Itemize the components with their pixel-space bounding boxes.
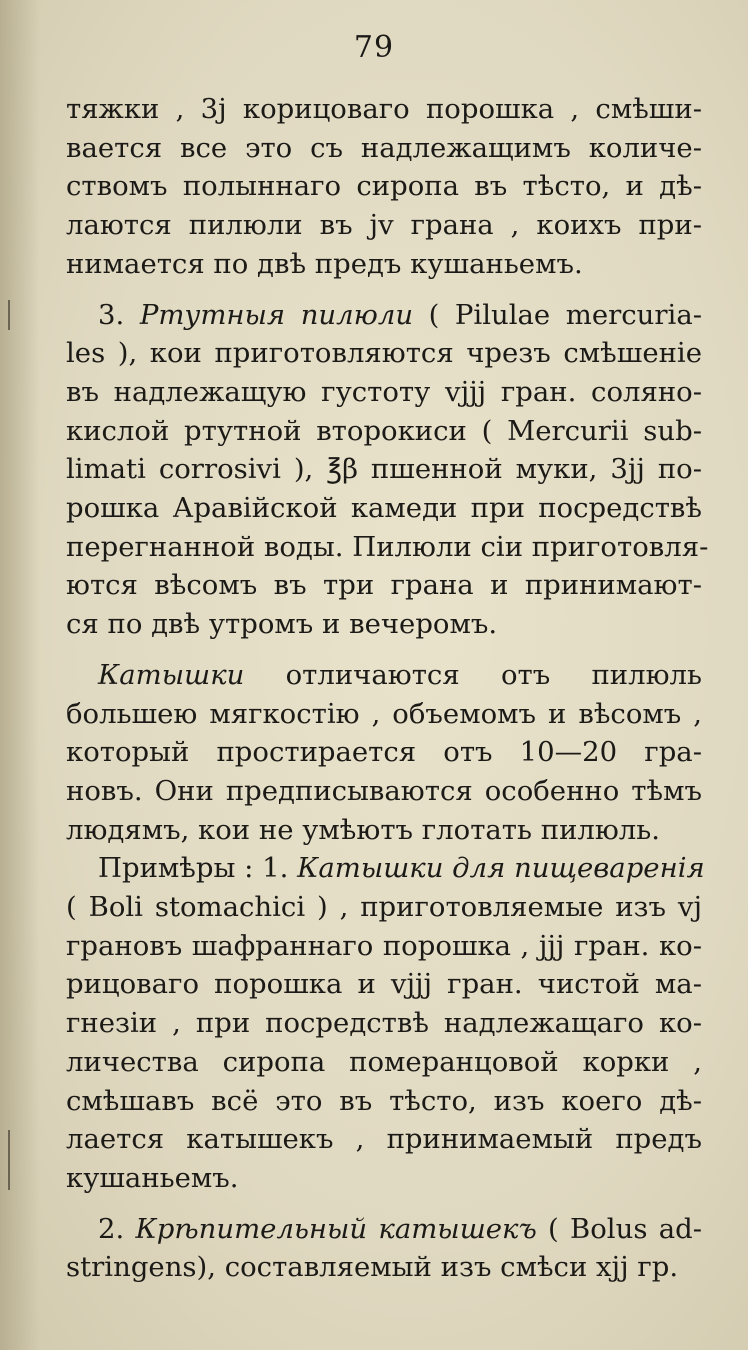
- text-run: въ надлежащую густоту vjjj гран. соляно-: [66, 375, 702, 408]
- text-run: les ), кои приготовляются чрезъ смѣшеніе: [66, 337, 702, 370]
- text-line: [66, 412, 702, 451]
- text-line: [66, 811, 702, 850]
- text-line: [66, 206, 702, 245]
- text-run: ются вѣсомъ въ три грана и принимают-: [66, 569, 702, 602]
- page-number: 79: [353, 30, 395, 65]
- page-text: [66, 90, 709, 1287]
- text-run: stringens), составляемый изъ смѣси xjj гр.: [66, 1251, 679, 1284]
- text-line: [66, 450, 702, 489]
- text-line: [66, 1082, 702, 1121]
- text-line: [66, 1159, 702, 1198]
- paragraph: [66, 296, 709, 644]
- text-line: [66, 772, 702, 811]
- text-line: [66, 849, 705, 888]
- italic-term: Катышки для пищеваренія: [297, 852, 705, 885]
- italic-term: Ртутныя пилюли: [139, 298, 414, 331]
- text-line: [66, 334, 702, 373]
- text-line: [66, 888, 702, 927]
- text-run: ( Bolus ad-: [536, 1212, 702, 1245]
- text-run: 2.: [98, 1212, 136, 1245]
- text-line: [66, 1043, 702, 1082]
- text-run: 3.: [98, 298, 140, 331]
- italic-term: Крѣпительный катышекъ: [135, 1212, 537, 1245]
- text-run: людямъ, кои не умѣютъ глотать пилюль.: [66, 813, 660, 846]
- text-line: [66, 245, 702, 284]
- text-run: личества сиропа померанцовой корки ,: [66, 1045, 702, 1078]
- text-line: [66, 733, 702, 772]
- text-run: ( Pilulae mercuria-: [413, 298, 703, 331]
- text-line: [66, 528, 709, 567]
- margin-mark: [8, 1130, 10, 1190]
- text-run: лаются пилюли въ jv грана , коихъ при-: [66, 209, 702, 242]
- text-line: [66, 167, 702, 206]
- page-edge-shadow: [0, 0, 40, 1350]
- text-line: [66, 927, 702, 966]
- text-line: [66, 1004, 702, 1043]
- text-run: грановъ шафраннаго порошка , jjj гран. ко-: [66, 929, 702, 962]
- text-run: ся по двѣ утромъ и вечеромъ.: [66, 608, 498, 641]
- text-run: гнезіи , при посредствѣ надлежащаго ко-: [66, 1007, 702, 1040]
- text-run: тяжки , 3j корицоваго порошка , смѣши-: [66, 93, 702, 125]
- text-line: [66, 695, 702, 734]
- text-run: перегнанной воды. Пилюли сіи приготовля-: [66, 530, 709, 563]
- text-run: новъ. Они предписываются особенно тѣмъ: [66, 774, 702, 807]
- text-line: [66, 296, 702, 335]
- text-run: смѣшавъ всё это въ тѣсто, изъ коего дѣ-: [66, 1084, 702, 1117]
- paragraph: [66, 1210, 702, 1287]
- text-run: Примѣры : 1.: [98, 852, 298, 885]
- text-run: большею мягкостію , объемомъ и вѣсомъ ,: [66, 697, 702, 730]
- text-run: рицоваго порошка и vjjj гран. чистой ма-: [66, 968, 702, 1001]
- text-run: нимается по двѣ предъ кушаньемъ.: [66, 247, 583, 280]
- text-run: рошка Аравійской камеди при посредствѣ: [66, 492, 702, 525]
- text-line: [66, 90, 702, 129]
- text-run: limati corrosivi ), ℥β пшенной муки, 3jj по-: [66, 453, 702, 486]
- text-line: [66, 605, 702, 644]
- text-line: [66, 1248, 702, 1287]
- text-line: [66, 965, 702, 1004]
- text-run: кислой ртутной второкиси ( Mercurii sub-: [66, 414, 702, 447]
- text-line: [66, 1210, 702, 1249]
- text-line: [66, 1120, 702, 1159]
- text-run: ( Boli stomachici ) , приготовляемые изъ vj: [66, 891, 702, 924]
- text-run: отличаются отъ пилюль: [244, 658, 702, 691]
- margin-mark: [8, 300, 10, 330]
- text-line: [66, 129, 702, 168]
- text-run: кушаньемъ.: [66, 1161, 239, 1194]
- text-run: лается катышекъ , принимаемый предъ: [66, 1123, 702, 1156]
- italic-term: Катышки: [98, 658, 245, 691]
- text-line: [66, 373, 702, 412]
- text-run: ствомъ полыннаго сиропа въ тѣсто, и дѣ-: [66, 170, 702, 203]
- paragraph: [66, 849, 705, 1197]
- paragraph: [66, 90, 702, 284]
- paragraph: [66, 656, 702, 850]
- text-line: [66, 489, 702, 528]
- text-run: который простирается отъ 10—20 гра-: [66, 736, 702, 769]
- text-line: [66, 656, 702, 695]
- text-line: [66, 566, 702, 605]
- text-run: вается все это съ надлежащимъ количе-: [66, 131, 702, 164]
